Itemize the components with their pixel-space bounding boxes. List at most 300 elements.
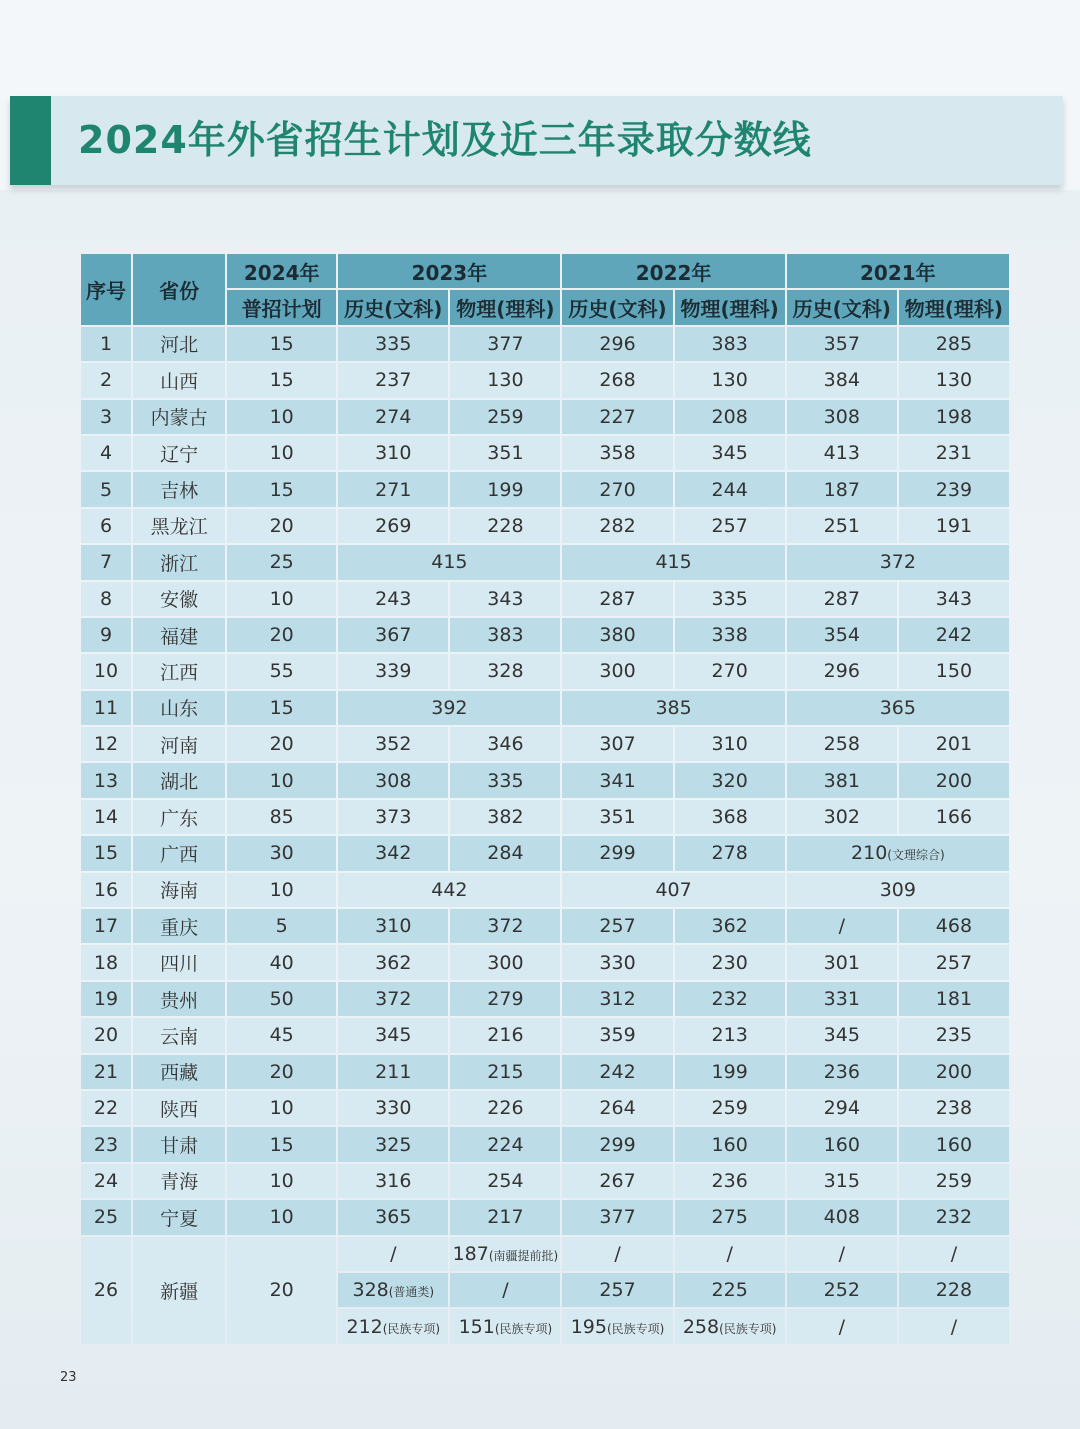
cell-value: 330 xyxy=(375,1097,412,1120)
table-row xyxy=(81,363,1009,397)
cell-value: 130 xyxy=(711,369,748,392)
physics-score-2022 xyxy=(675,1164,785,1198)
merged-score-2023 xyxy=(338,545,560,579)
physics-score-2023 xyxy=(450,982,560,1016)
cell-value: 310 xyxy=(375,915,412,938)
physics-score-2023 xyxy=(450,836,560,870)
history-score-2023 xyxy=(338,436,448,470)
history-score-2021 xyxy=(787,327,897,361)
seq-cell xyxy=(81,654,131,688)
cell-value: 湖北 xyxy=(160,771,199,794)
header-year-2022: 2022年 xyxy=(562,254,784,288)
cell-value: 299 xyxy=(599,842,636,865)
cell-note: (民族专项) xyxy=(382,1321,441,1336)
province-cell xyxy=(133,1091,225,1125)
history-score-2023 xyxy=(338,1055,448,1089)
cell-value: 468 xyxy=(935,915,973,938)
cell-value: 24 xyxy=(93,1169,119,1192)
cell-value: 316 xyxy=(375,1169,412,1192)
cell-value: 23 xyxy=(93,1133,119,1156)
cell-value: 239 xyxy=(935,478,973,501)
seq-cell xyxy=(81,1127,131,1161)
cell-value: 365 xyxy=(879,696,916,719)
cell-value: 50 xyxy=(269,988,294,1010)
table-row xyxy=(81,472,1009,506)
physics-score-2023 xyxy=(450,327,560,361)
history-score-2021 xyxy=(787,1273,897,1307)
physics-score-2022 xyxy=(675,1237,785,1271)
cell-value: 14 xyxy=(93,806,119,829)
cell-value: 16 xyxy=(93,878,119,901)
cell-value: 362 xyxy=(375,951,412,974)
physics-score-2021 xyxy=(899,1164,1009,1198)
history-score-2021 xyxy=(787,618,897,652)
cell-value: 384 xyxy=(823,369,860,392)
physics-score-2023 xyxy=(450,945,560,979)
cell-value: / xyxy=(950,1242,958,1265)
cell-value: 西藏 xyxy=(160,1062,199,1085)
seq-cell xyxy=(81,1091,131,1125)
seq-cell xyxy=(81,436,131,470)
province-cell xyxy=(133,1018,225,1052)
cell-value: 377 xyxy=(487,332,524,355)
cell-value: 238 xyxy=(935,1097,973,1120)
history-score-2021 xyxy=(787,1237,897,1271)
cell-value: 252 xyxy=(823,1279,860,1302)
cell-value: / xyxy=(838,1315,845,1338)
cell-value: 309 xyxy=(879,878,916,901)
province-cell xyxy=(133,1127,225,1161)
cell-value: 380 xyxy=(599,624,636,647)
cell-value: 257 xyxy=(599,1279,636,1302)
province-cell xyxy=(133,472,225,506)
page-number: 23 xyxy=(60,1370,77,1385)
cell-note: (民族专项) xyxy=(494,1321,553,1336)
cell-value: 228 xyxy=(487,514,524,537)
physics-score-2022 xyxy=(675,654,785,688)
cell-value: 244 xyxy=(711,478,748,501)
history-score-2023 xyxy=(338,363,448,397)
history-score-2023 xyxy=(338,509,448,543)
table-row xyxy=(81,1055,1009,1089)
physics-score-2023 xyxy=(450,472,560,506)
cell-value: 232 xyxy=(935,1206,973,1229)
physics-score-2023 xyxy=(450,436,560,470)
history-score-2021 xyxy=(787,982,897,1016)
cell-value: 231 xyxy=(935,442,973,465)
cell-value: 212 xyxy=(346,1315,383,1338)
cell-value: 210 xyxy=(851,842,888,865)
cell-value: 254 xyxy=(487,1169,524,1192)
cell-value: 浙江 xyxy=(160,552,199,575)
physics-score-2023 xyxy=(450,1164,560,1198)
cell-value: 40 xyxy=(269,951,294,974)
cell-note: (民族专项) xyxy=(719,1321,777,1336)
table-row xyxy=(81,509,1009,543)
cell-value: 442 xyxy=(431,878,468,901)
cell-value: 山东 xyxy=(160,698,199,721)
cell-value: 20 xyxy=(269,733,294,756)
cell-value: 30 xyxy=(269,842,294,865)
physics-score-2023 xyxy=(450,1200,560,1234)
cell-value: 310 xyxy=(375,442,412,465)
physics-score-2022 xyxy=(675,1273,785,1307)
table-row xyxy=(81,582,1009,616)
cell-value: 5 xyxy=(99,478,113,501)
cell-value: 259 xyxy=(487,405,524,428)
history-score-2023 xyxy=(338,909,448,943)
history-score-2021 xyxy=(787,945,897,979)
physics-score-2021 xyxy=(899,1018,1009,1052)
cell-value: 299 xyxy=(599,1133,636,1156)
cell-value: 4 xyxy=(99,442,113,465)
cell-value: 2 xyxy=(99,369,113,392)
merged-score-2021 xyxy=(787,836,1009,870)
seq-cell xyxy=(81,400,131,434)
cell-value: 267 xyxy=(599,1169,636,1192)
header-province: 省份 xyxy=(133,254,225,325)
cell-value: 257 xyxy=(935,951,973,974)
header-physics-2023: 物理(理科) xyxy=(450,290,560,324)
seq-cell xyxy=(81,763,131,797)
cell-value: 300 xyxy=(487,951,524,974)
cell-value: 安徽 xyxy=(160,589,199,612)
cell-value: 199 xyxy=(487,478,524,501)
cell-value: 227 xyxy=(599,405,636,428)
history-score-2021 xyxy=(787,763,897,797)
plan-cell xyxy=(227,509,336,543)
cell-value: 372 xyxy=(879,551,916,574)
history-score-2022 xyxy=(562,472,672,506)
plan-cell xyxy=(227,1200,336,1234)
merged-score-2023 xyxy=(338,873,560,907)
history-score-2022 xyxy=(562,1200,672,1234)
province-cell xyxy=(133,436,225,470)
plan-cell xyxy=(227,582,336,616)
physics-score-2021 xyxy=(899,509,1009,543)
cell-value: 312 xyxy=(599,988,636,1010)
cell-value: 287 xyxy=(599,587,636,610)
table-row xyxy=(81,1164,1009,1198)
history-score-2023 xyxy=(338,1018,448,1052)
physics-score-2023 xyxy=(450,1237,560,1271)
physics-score-2021 xyxy=(899,327,1009,361)
header-plan: 普招计划 xyxy=(227,290,336,324)
seq-cell xyxy=(81,982,131,1016)
cell-value: / xyxy=(390,1242,397,1265)
cell-value: 362 xyxy=(711,915,748,938)
cell-value: 辽宁 xyxy=(160,443,199,466)
physics-score-2021 xyxy=(899,982,1009,1016)
plan-cell xyxy=(227,727,336,761)
province-cell xyxy=(133,1055,225,1089)
cell-value: 198 xyxy=(935,405,973,428)
cell-value: 300 xyxy=(599,660,636,683)
physics-score-2021 xyxy=(899,909,1009,943)
province-cell xyxy=(133,836,225,870)
physics-score-2021 xyxy=(899,400,1009,434)
history-score-2021 xyxy=(787,1200,897,1234)
history-score-2022 xyxy=(562,836,672,870)
cell-value: 130 xyxy=(935,369,973,392)
cell-value: 302 xyxy=(823,806,860,829)
cell-value: 271 xyxy=(375,478,412,501)
physics-score-2022 xyxy=(675,582,785,616)
cell-value: 372 xyxy=(375,988,412,1010)
cell-value: 18 xyxy=(93,951,119,974)
plan-cell xyxy=(227,545,336,579)
history-score-2023 xyxy=(338,472,448,506)
cell-value: 230 xyxy=(711,951,748,974)
cell-value: 160 xyxy=(935,1133,973,1156)
history-score-2021 xyxy=(787,1018,897,1052)
history-score-2023 xyxy=(338,800,448,834)
cell-value: 284 xyxy=(487,842,524,865)
cell-value: 山西 xyxy=(160,370,199,393)
merged-score-2021 xyxy=(787,873,1009,907)
physics-score-2021 xyxy=(899,1127,1009,1161)
plan-cell xyxy=(227,1164,336,1198)
table-row xyxy=(81,691,1009,725)
physics-score-2022 xyxy=(675,763,785,797)
cell-value: 372 xyxy=(487,915,524,938)
physics-score-2022 xyxy=(675,909,785,943)
table-row xyxy=(81,1200,1009,1234)
seq-cell xyxy=(81,1237,131,1344)
history-score-2021 xyxy=(787,509,897,543)
cell-value: 342 xyxy=(375,842,412,865)
physics-score-2023 xyxy=(450,1018,560,1052)
cell-value: 黑龙江 xyxy=(150,516,208,539)
history-score-2022 xyxy=(562,1091,672,1125)
plan-cell xyxy=(227,982,336,1016)
physics-score-2021 xyxy=(899,1091,1009,1125)
history-score-2022 xyxy=(562,327,672,361)
cell-value: 345 xyxy=(823,1024,860,1047)
cell-value: 367 xyxy=(375,624,412,647)
cell-value: 287 xyxy=(823,587,860,610)
cell-value: 308 xyxy=(375,769,412,792)
cell-note: (南疆提前批) xyxy=(488,1248,559,1263)
province-cell xyxy=(133,763,225,797)
cell-value: 9 xyxy=(99,624,113,647)
physics-score-2022 xyxy=(675,509,785,543)
merged-score-2021 xyxy=(787,691,1009,725)
physics-score-2021 xyxy=(899,472,1009,506)
cell-value: 383 xyxy=(487,624,524,647)
history-score-2023 xyxy=(338,727,448,761)
cell-value: 236 xyxy=(711,1169,748,1192)
province-cell xyxy=(133,1200,225,1234)
cell-value: 160 xyxy=(823,1133,860,1156)
history-score-2023 xyxy=(338,1164,448,1198)
cell-value: 224 xyxy=(487,1133,524,1156)
cell-value: 413 xyxy=(823,442,860,465)
header-history-2023: 历史(文科) xyxy=(338,290,448,324)
history-score-2023 xyxy=(338,763,448,797)
history-score-2023 xyxy=(338,1309,448,1343)
province-cell xyxy=(133,400,225,434)
physics-score-2021 xyxy=(899,618,1009,652)
history-score-2021 xyxy=(787,1091,897,1125)
plan-cell xyxy=(227,654,336,688)
physics-score-2021 xyxy=(899,1237,1009,1271)
cell-value: 宁夏 xyxy=(160,1207,199,1230)
cell-value: 8 xyxy=(99,587,113,610)
cell-value: 381 xyxy=(823,769,860,792)
history-score-2023 xyxy=(338,1237,448,1271)
cell-value: 268 xyxy=(599,369,636,392)
cell-value: 重庆 xyxy=(160,916,199,939)
cell-value: 20 xyxy=(269,1060,294,1083)
cell-value: / xyxy=(950,1315,958,1338)
province-cell xyxy=(133,618,225,652)
cell-value: 6 xyxy=(99,514,113,537)
cell-value: 广西 xyxy=(160,843,199,866)
cell-value: 358 xyxy=(599,442,636,465)
history-score-2022 xyxy=(562,800,672,834)
seq-cell xyxy=(81,582,131,616)
history-score-2022 xyxy=(562,509,672,543)
cell-value: 315 xyxy=(823,1169,860,1192)
cell-value: 211 xyxy=(375,1060,412,1083)
cell-value: 328 xyxy=(487,660,524,683)
cell-value: 243 xyxy=(375,587,412,610)
physics-score-2022 xyxy=(675,327,785,361)
table-row-xinjiang xyxy=(81,1237,1009,1271)
cell-value: 151 xyxy=(458,1315,495,1338)
cell-value: 242 xyxy=(935,624,973,647)
physics-score-2022 xyxy=(675,800,785,834)
cell-value: 341 xyxy=(599,769,636,792)
seq-cell xyxy=(81,945,131,979)
cell-value: 264 xyxy=(599,1097,636,1120)
table-row xyxy=(81,763,1009,797)
table-row xyxy=(81,618,1009,652)
province-cell xyxy=(133,363,225,397)
cell-value: 279 xyxy=(487,988,524,1010)
province-cell xyxy=(133,545,225,579)
header-year-2024: 2024年 xyxy=(227,254,336,288)
cell-value: 385 xyxy=(655,696,692,719)
cell-value: 274 xyxy=(375,405,412,428)
cell-value: 130 xyxy=(487,369,524,392)
cell-value: 213 xyxy=(711,1024,748,1047)
cell-value: 257 xyxy=(599,915,636,938)
cell-value: 343 xyxy=(487,587,524,610)
history-score-2023 xyxy=(338,1127,448,1161)
seq-cell xyxy=(81,327,131,361)
physics-score-2023 xyxy=(450,1309,560,1343)
cell-value: 江西 xyxy=(160,661,199,684)
history-score-2021 xyxy=(787,727,897,761)
cell-value: 191 xyxy=(935,514,973,537)
history-score-2023 xyxy=(338,836,448,870)
cell-value: 5 xyxy=(275,915,288,938)
cell-value: 237 xyxy=(375,369,412,392)
history-score-2021 xyxy=(787,800,897,834)
cell-value: 415 xyxy=(431,551,468,574)
cell-value: 25 xyxy=(269,551,294,574)
merged-score-2022 xyxy=(562,873,784,907)
physics-score-2023 xyxy=(450,363,560,397)
plan-cell xyxy=(227,763,336,797)
cell-value: 195 xyxy=(570,1315,607,1338)
history-score-2022 xyxy=(562,982,672,1016)
cell-value: 新疆 xyxy=(160,1280,199,1303)
header-year-2021: 2021年 xyxy=(787,254,1009,288)
history-score-2022 xyxy=(562,1237,672,1271)
physics-score-2021 xyxy=(899,727,1009,761)
plan-cell xyxy=(227,1018,336,1052)
cell-value: 10 xyxy=(269,1169,294,1192)
cell-value: 346 xyxy=(487,733,524,756)
table-row xyxy=(81,400,1009,434)
cell-value: 广东 xyxy=(160,807,199,830)
cell-value: 海南 xyxy=(160,880,199,903)
physics-score-2021 xyxy=(899,1309,1009,1343)
physics-score-2022 xyxy=(675,472,785,506)
table-row xyxy=(81,873,1009,907)
plan-cell xyxy=(227,800,336,834)
plan-cell xyxy=(227,1055,336,1089)
province-cell xyxy=(133,509,225,543)
table-row xyxy=(81,1018,1009,1052)
cell-value: 415 xyxy=(655,551,692,574)
physics-score-2023 xyxy=(450,1127,560,1161)
history-score-2023 xyxy=(338,327,448,361)
cell-value: 201 xyxy=(935,733,973,756)
history-score-2022 xyxy=(562,763,672,797)
province-cell xyxy=(133,800,225,834)
plan-cell xyxy=(227,691,336,725)
cell-value: 351 xyxy=(599,806,636,829)
cell-value: 226 xyxy=(487,1097,524,1120)
cell-value: 310 xyxy=(711,733,748,756)
cell-value: 15 xyxy=(269,332,294,355)
physics-score-2021 xyxy=(899,436,1009,470)
cell-note: (普通类) xyxy=(388,1285,435,1300)
cell-value: 307 xyxy=(599,733,636,756)
history-score-2022 xyxy=(562,363,672,397)
history-score-2021 xyxy=(787,436,897,470)
physics-score-2022 xyxy=(675,1127,785,1161)
province-cell xyxy=(133,982,225,1016)
plan-cell xyxy=(227,436,336,470)
cell-value: 26 xyxy=(93,1279,119,1302)
merged-score-2021 xyxy=(787,545,1009,579)
history-score-2023 xyxy=(338,582,448,616)
cell-value: 331 xyxy=(823,988,860,1010)
cell-value: 258 xyxy=(682,1315,720,1338)
seq-cell xyxy=(81,873,131,907)
history-score-2022 xyxy=(562,1164,672,1198)
header-year-2023: 2023年 xyxy=(338,254,560,288)
physics-score-2021 xyxy=(899,1055,1009,1089)
cell-value: 200 xyxy=(935,769,973,792)
seq-cell xyxy=(81,472,131,506)
cell-value: 235 xyxy=(935,1024,973,1047)
physics-score-2022 xyxy=(675,363,785,397)
merged-score-2022 xyxy=(562,691,784,725)
header-physics-2022: 物理(理科) xyxy=(675,290,785,324)
cell-value: 359 xyxy=(599,1024,636,1047)
cell-value: 160 xyxy=(711,1133,748,1156)
physics-score-2021 xyxy=(899,1273,1009,1307)
province-cell xyxy=(133,654,225,688)
merged-score-2023 xyxy=(338,691,560,725)
table-row xyxy=(81,909,1009,943)
